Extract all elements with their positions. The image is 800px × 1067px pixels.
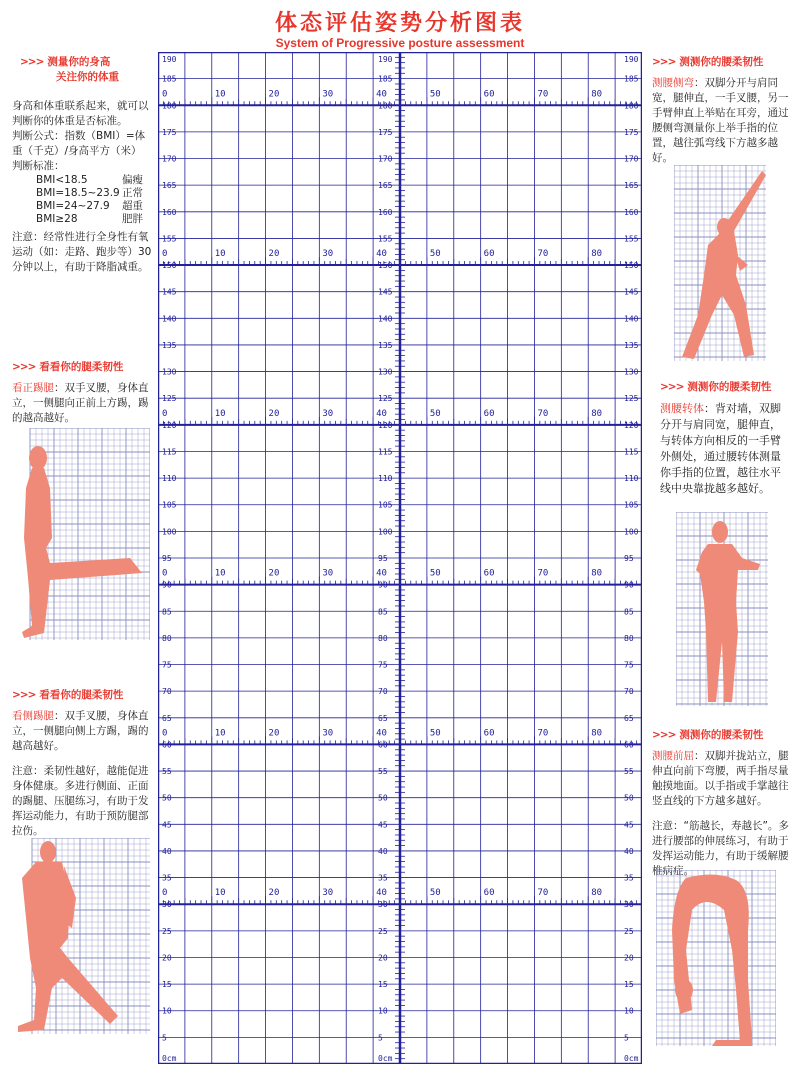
v-scale-label: 165 xyxy=(162,181,177,191)
right-section-side-bend xyxy=(652,55,790,166)
v-scale-label: 115 xyxy=(378,447,393,457)
h-scale-label: 20 xyxy=(268,728,280,739)
v-scale-label: 15 xyxy=(162,980,172,990)
v-scale-label: 190 xyxy=(624,55,639,64)
flexibility-note: 注意：柔韧性越好，越能促进身体健康。多进行侧面、正面的踢腿、压腿练习，有助于发挥运动能力，有助于预防腿部拉伤。 xyxy=(12,765,149,837)
v-scale-label: 160 xyxy=(162,207,177,217)
v-scale-label: 0cm xyxy=(624,1054,639,1063)
h-scale-label: 20 xyxy=(268,888,280,899)
v-scale-label: 55 xyxy=(162,767,172,777)
h-scale-label: 40 xyxy=(376,728,387,739)
v-scale-label: 175 xyxy=(162,127,177,137)
v-scale-label: 25 xyxy=(624,926,634,936)
v-scale-label: 40 xyxy=(624,846,634,856)
v-scale-label: 120 xyxy=(624,420,639,430)
h-scale-label: 0 xyxy=(162,728,168,739)
h-scale-label: 50 xyxy=(429,89,441,100)
h-scale-label: 40 xyxy=(376,408,387,419)
h-scale-label: 60 xyxy=(483,408,495,419)
v-scale-label: 125 xyxy=(162,394,177,404)
h-scale-label: 10 xyxy=(214,249,226,260)
v-scale-label: 155 xyxy=(624,234,639,244)
v-scale-label: 165 xyxy=(624,181,639,191)
h-scale-label: 0 xyxy=(162,89,168,100)
v-scale-label: 0cm xyxy=(162,1054,177,1063)
h-scale-label: 60 xyxy=(483,249,495,260)
h-scale-label: 50 xyxy=(429,888,441,899)
h-scale-label: 10 xyxy=(214,408,226,419)
h-scale-label: 70 xyxy=(537,249,549,260)
v-scale-label: 130 xyxy=(624,367,639,377)
h-scale-label: 50 xyxy=(429,568,441,579)
v-scale-label: 110 xyxy=(378,474,393,484)
h-scale-label: 40 xyxy=(376,249,387,260)
v-scale-label: 165 xyxy=(378,181,393,191)
v-scale-label: 150 xyxy=(162,261,177,271)
v-scale-label: 65 xyxy=(378,713,388,723)
v-scale-label: 50 xyxy=(378,793,388,803)
v-scale-label: 90 xyxy=(624,580,634,590)
v-scale-label: 185 xyxy=(378,74,393,84)
side-kick-figure xyxy=(12,838,150,1034)
h-scale-label: 10 xyxy=(214,728,226,739)
v-scale-label: 75 xyxy=(378,660,388,670)
section-title: >>> 测量你的身高 xyxy=(20,56,111,68)
h-scale-label: 40 xyxy=(376,89,387,100)
h-scale-label: 40 xyxy=(376,568,387,579)
instruction-text: ：双脚分开与肩同宽，腿伸直，一手叉腰，另一手臂伸直上举贴在耳旁，通过腰侧弯测量你上举手指的位置，越往弧弯线下方越多越好。 xyxy=(652,77,789,164)
v-scale-label: 55 xyxy=(378,767,388,777)
v-scale-label: 150 xyxy=(378,261,393,271)
v-scale-label: 170 xyxy=(378,154,393,164)
v-scale-label: 115 xyxy=(624,447,639,457)
v-scale-label: 85 xyxy=(162,607,172,617)
v-scale-label: 50 xyxy=(624,793,634,803)
v-scale-label: 70 xyxy=(624,687,634,697)
h-scale-label: 20 xyxy=(268,568,280,579)
h-scale-label: 30 xyxy=(322,728,334,739)
front-kick-figure xyxy=(10,428,150,640)
v-scale-label: 50 xyxy=(162,793,172,803)
v-scale-label: 75 xyxy=(624,660,634,670)
v-scale-label: 35 xyxy=(624,873,634,883)
v-scale-label: 55 xyxy=(624,767,634,777)
v-scale-label: 160 xyxy=(378,207,393,217)
h-scale-label: 80 xyxy=(591,568,603,579)
forward-bend-figure xyxy=(656,870,776,1046)
section-title: >>> 测测你的腰柔韧性 xyxy=(652,729,764,741)
v-scale-label: 30 xyxy=(162,900,172,910)
v-scale-label: 70 xyxy=(378,687,388,697)
v-scale-label: 185 xyxy=(162,74,177,84)
h-scale-label: 30 xyxy=(322,249,334,260)
v-scale-label: 60 xyxy=(624,740,634,750)
v-scale-label: 80 xyxy=(378,633,388,643)
h-scale-label: 0 xyxy=(162,568,168,579)
bmi-note: 注意：经常性进行全身性有氧运动（如：走路、跑步等）30分钟以上，有助于降脂减重。 xyxy=(12,231,152,273)
v-scale-label: 85 xyxy=(378,607,388,617)
page-title: 体态评估姿势分析图表 xyxy=(274,11,525,36)
v-scale-label: 85 xyxy=(624,607,634,617)
bmi-row: BMI=24~27.9 超重 xyxy=(36,200,143,212)
v-scale-label: 140 xyxy=(162,314,177,324)
h-scale-label: 70 xyxy=(537,728,549,739)
bmi-row: BMI=18.5~23.9 正常 xyxy=(36,187,143,199)
left-section-side-kick xyxy=(12,688,152,839)
section-title: >>> 测测你的腰柔韧性 xyxy=(660,381,772,393)
h-scale-label: 10 xyxy=(214,89,226,100)
v-scale-label: 155 xyxy=(162,234,177,244)
v-scale-label: 100 xyxy=(378,527,393,537)
bmi-formula: 判断公式：指数（BMI）=体重（千克）/身高平方（米） xyxy=(12,130,146,157)
h-scale-label: 40 xyxy=(376,888,387,899)
h-scale-label: 70 xyxy=(537,568,549,579)
v-scale-label: 155 xyxy=(378,234,393,244)
v-scale-label: 40 xyxy=(378,846,388,856)
h-scale-label: 30 xyxy=(322,568,334,579)
v-scale-label: 60 xyxy=(162,740,172,750)
v-scale-label: 105 xyxy=(624,500,639,510)
v-scale-label: 175 xyxy=(624,127,639,137)
v-scale-label: 175 xyxy=(378,127,393,137)
v-scale-label: 110 xyxy=(162,474,177,484)
v-scale-label: 10 xyxy=(162,1006,172,1016)
v-scale-label: 0cm xyxy=(378,1054,393,1063)
v-scale-label: 95 xyxy=(378,554,388,563)
v-scale-label: 10 xyxy=(624,1006,634,1016)
v-scale-label: 25 xyxy=(162,926,172,936)
v-scale-label: 20 xyxy=(378,953,388,963)
v-scale-label: 80 xyxy=(162,633,172,643)
v-scale-label: 45 xyxy=(378,820,388,830)
section-title: >>> 测测你的腰柔韧性 xyxy=(652,56,764,68)
bmi-intro: 身高和体重联系起来，就可以判断你的体重是否标准。 xyxy=(12,100,149,127)
h-scale-label: 80 xyxy=(591,408,603,419)
v-scale-label: 45 xyxy=(162,820,172,830)
h-scale-label: 20 xyxy=(268,89,280,100)
v-scale-label: 65 xyxy=(624,713,634,723)
page-subtitle: System of Progressive posture assessment xyxy=(275,36,525,50)
section-title: >>> 看看你的腿柔韧性 xyxy=(12,361,124,373)
v-scale-label: 140 xyxy=(624,314,639,324)
v-scale-label: 90 xyxy=(162,580,172,590)
h-scale-label: 80 xyxy=(591,888,603,899)
v-scale-label: 180 xyxy=(378,101,393,111)
instruction-text: ：双手叉腰，身体直立，一侧腿向正前上方踢，踢的越高越好。 xyxy=(12,382,149,424)
v-scale-label: 15 xyxy=(378,980,388,990)
v-scale-label: 45 xyxy=(624,820,634,830)
h-scale-label: 10 xyxy=(214,568,226,579)
bmi-criteria-label: 判断标准： xyxy=(12,160,65,172)
v-scale-label: 40 xyxy=(162,846,172,856)
v-scale-label: 160 xyxy=(624,207,639,217)
instruction-text: ：背对墙，双脚分开与肩同宽，腿伸直，与转体方向相反的一手臂外侧处，通过腰转体测量你手指的位置，越往水平线中央靠拢越多越好。 xyxy=(660,402,781,495)
v-scale-label: 180 xyxy=(624,101,639,111)
v-scale-label: 15 xyxy=(624,980,634,990)
h-scale-label: 50 xyxy=(429,249,441,260)
v-scale-label: 20 xyxy=(162,953,172,963)
arrows-icon: >>> xyxy=(20,56,44,68)
v-scale-label: 5 xyxy=(624,1033,629,1043)
v-scale-label: 60 xyxy=(378,740,388,750)
h-scale-label: 10 xyxy=(214,888,226,899)
bmi-row: BMI≥28 肥胖 xyxy=(36,213,143,225)
v-scale-label: 145 xyxy=(624,287,639,297)
v-scale-label: 135 xyxy=(624,340,639,350)
bmi-row: BMI<18.5 偏瘦 xyxy=(36,174,143,186)
v-scale-label: 125 xyxy=(624,394,639,404)
forward-bend-silhouette xyxy=(672,874,752,1046)
lead-term: 测腰转体 xyxy=(660,402,704,415)
v-scale-label: 70 xyxy=(162,687,172,697)
v-scale-label: 180 xyxy=(162,101,177,111)
v-scale-label: 105 xyxy=(378,500,393,510)
stretch-note: 注意：“筋越长，寿越长”。多进行腰部的伸展练习，有助于发挥运动能力，有助于缓解腰椎病症。 xyxy=(652,820,789,877)
v-scale-label: 120 xyxy=(162,420,177,430)
h-scale-label: 60 xyxy=(483,568,495,579)
h-scale-label: 70 xyxy=(537,888,549,899)
side-bend-silhouette xyxy=(682,171,766,359)
lead-term: 测腰侧弯 xyxy=(652,77,694,89)
v-scale-label: 130 xyxy=(162,367,177,377)
h-scale-label: 50 xyxy=(429,408,441,419)
h-scale-label: 20 xyxy=(268,408,280,419)
v-scale-label: 170 xyxy=(624,154,639,164)
side-bend-figure xyxy=(674,165,766,361)
v-scale-label: 135 xyxy=(378,340,393,350)
v-scale-label: 150 xyxy=(624,261,639,271)
h-scale-label: 70 xyxy=(537,408,549,419)
h-scale-label: 30 xyxy=(322,888,334,899)
v-scale-label: 145 xyxy=(378,287,393,297)
h-scale-label: 30 xyxy=(322,89,334,100)
v-scale-label: 80 xyxy=(624,633,634,643)
v-scale-label: 95 xyxy=(624,554,634,563)
h-scale-label: 50 xyxy=(429,728,441,739)
instruction-text: ：双脚并拢站立，腿伸直向前下弯腰，两手指尽量触摸地面。以手指或手掌越往竖直线的下方越多越好。 xyxy=(652,750,789,807)
left-section-height xyxy=(12,55,152,275)
v-scale-label: 120 xyxy=(378,420,393,430)
v-scale-label: 130 xyxy=(378,367,393,377)
twist-figure xyxy=(676,512,768,706)
section-title: >>> 看看你的腿柔韧性 xyxy=(12,689,124,701)
h-scale-label: 0 xyxy=(162,408,168,419)
v-scale-label: 135 xyxy=(162,340,177,350)
bmi-table xyxy=(12,174,152,226)
v-scale-label: 100 xyxy=(162,527,177,537)
h-scale-label: 70 xyxy=(537,89,549,100)
v-scale-label: 190 xyxy=(378,55,393,64)
h-scale-label: 80 xyxy=(591,89,603,100)
v-scale-label: 115 xyxy=(162,447,177,457)
v-scale-label: 75 xyxy=(162,660,172,670)
v-scale-label: 110 xyxy=(624,474,639,484)
h-scale-label: 0 xyxy=(162,249,168,260)
v-scale-label: 10 xyxy=(378,1006,388,1016)
h-scale-label: 80 xyxy=(591,249,603,260)
v-scale-label: 30 xyxy=(624,900,634,910)
instruction-text: ：双手叉腰，身体直立，一侧腿向侧上方踢，踢的越高越好。 xyxy=(12,710,149,752)
left-section-front-kick xyxy=(12,360,152,426)
section-subtitle: 关注你的体重 xyxy=(56,71,119,83)
lead-term: 看正踢腿 xyxy=(12,382,54,394)
v-scale-label: 95 xyxy=(162,554,172,563)
v-scale-label: 35 xyxy=(378,873,388,883)
v-scale-label: 125 xyxy=(378,394,393,404)
v-scale-label: 90 xyxy=(378,580,388,590)
h-scale-label: 60 xyxy=(483,888,495,899)
v-scale-label: 140 xyxy=(378,314,393,324)
lead-term: 看侧踢腿 xyxy=(12,710,54,722)
v-scale-label: 145 xyxy=(162,287,177,297)
v-scale-label: 20 xyxy=(624,953,634,963)
measurement-grid xyxy=(158,52,642,1064)
v-scale-label: 185 xyxy=(624,74,639,84)
right-section-forward-bend xyxy=(652,728,790,879)
v-scale-label: 105 xyxy=(162,500,177,510)
lead-term: 测腰前屈 xyxy=(652,750,694,762)
h-scale-label: 30 xyxy=(322,408,334,419)
v-scale-label: 100 xyxy=(624,527,639,537)
v-scale-label: 190 xyxy=(162,55,177,64)
v-scale-label: 170 xyxy=(162,154,177,164)
h-scale-label: 0 xyxy=(162,888,168,899)
h-scale-label: 80 xyxy=(591,728,603,739)
v-scale-label: 5 xyxy=(162,1033,167,1043)
right-section-twist xyxy=(660,380,790,497)
v-scale-label: 5 xyxy=(378,1033,383,1043)
h-scale-label: 60 xyxy=(483,89,495,100)
v-scale-label: 25 xyxy=(378,926,388,936)
h-scale-label: 20 xyxy=(268,249,280,260)
v-scale-label: 65 xyxy=(162,713,172,723)
v-scale-label: 30 xyxy=(378,900,388,910)
v-scale-label: 35 xyxy=(162,873,172,883)
h-scale-label: 60 xyxy=(483,728,495,739)
